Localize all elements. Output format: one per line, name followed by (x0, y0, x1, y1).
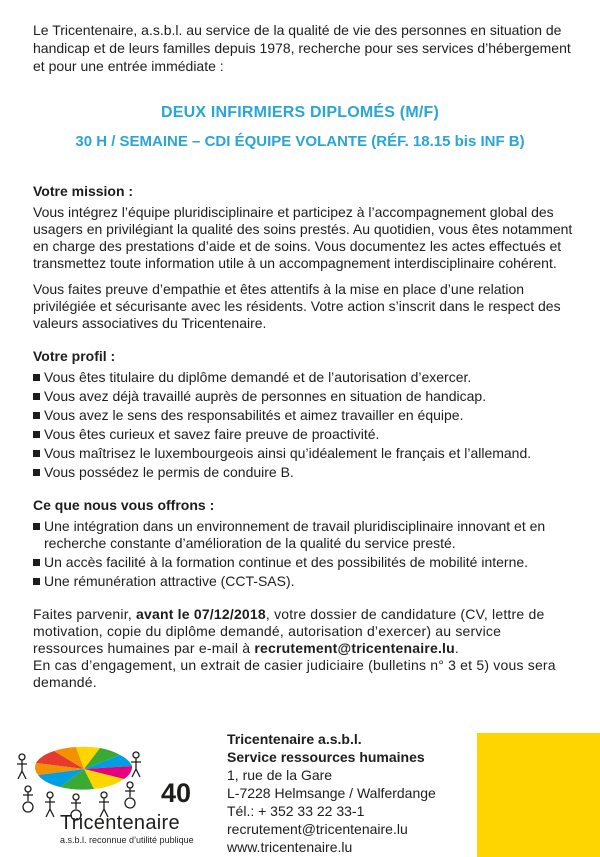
job-reference: (RÉF. 18.15 bis INF B) (371, 133, 525, 150)
square-bullet-icon (33, 578, 40, 585)
deadline: avant le 07/12/2018 (136, 606, 266, 622)
intro-text: Le Tricentenaire, a.s.b.l. au service de la qualité de vie des personnes en situation de handicap et de leurs familles depuis 1978, recherche pour ses services d’hébergement et pour une entrée immédiate : (33, 22, 571, 74)
contact-org: Tricentenaire a.s.b.l. (227, 731, 362, 747)
contact-block (227, 730, 477, 856)
logo-name: Tricentenaire (60, 812, 180, 834)
square-bullet-icon (33, 412, 40, 419)
offer-heading: Ce que nous vous offrons : (33, 497, 215, 513)
contact-department: Service ressources humaines (227, 749, 425, 765)
application-paragraph: Faites parvenir, avant le 07/12/2018, votre dossier de candidature (CV, lettre de motivation, copie du diplôme demandé, autorisation d’exercer) au service ressources humaines par e-mail à recrutement@tricentenaire.lu. (33, 606, 545, 656)
profile-list (33, 369, 573, 481)
offer-list (33, 518, 573, 590)
mission-section (33, 183, 573, 332)
square-bullet-icon (33, 393, 40, 400)
list-item: Une intégration dans un environnement de travail pluridisciplinaire innovant et en recherche constante d’amélioration de la qualité du service presté. (33, 518, 573, 552)
anniversary-badge: 40 (161, 778, 192, 808)
mission-paragraph-2: Vous faites preuve d’empathie et êtes attentifs à la mise en place d’une relation privilégiée et sécurisante avec les résidents. Votre action s’inscrit dans le respect des valeurs associatives du Tricentenaire. (33, 281, 561, 331)
list-item: Vous êtes curieux et savez faire preuve de proactivité. (33, 426, 573, 443)
list-item: Une rémunération attractive (CCT-SAS). (33, 573, 573, 590)
content-body (33, 183, 573, 691)
mission-paragraph-1: Vous intégrez l’équipe pluridisciplinaire et participez à l’accompagnement global des usagers en privilégiant la qualité des soins prestés. Au quotidien, vous êtes notamment en charge des prestations d’aide et de soins. Vous documentez les actes effectués et transmettez toute information utile à un accompagnement interdisciplinaire cohérent. (33, 204, 573, 271)
logo-tagline: a.s.b.l. reconnue d’utilité publique (60, 835, 194, 845)
list-item: Vous maîtrisez le luxembourgeois ainsi qu’idéalement le français et l’allemand. (33, 445, 573, 462)
job-subtitle (0, 133, 600, 150)
list-item: Vous êtes titulaire du diplôme demandé et de l’autorisation d’exercer. (33, 369, 573, 386)
mission-heading: Votre mission : (33, 183, 134, 199)
contact-phone: Tél.: + 352 33 22 33-1 (227, 803, 365, 819)
list-item: Vous possédez le permis de conduire B. (33, 464, 573, 481)
background-check-note: En cas d’engagement, un extrait de casier judiciaire (bulletins n° 3 et 5) vous sera demandé. (33, 657, 556, 690)
application-instructions (33, 606, 573, 691)
contact-city: L-7228 Helmsange / Walferdange (227, 785, 436, 801)
contact-email-link[interactable]: recrutement@tricentenaire.lu (227, 821, 408, 837)
list-item: Un accès facilité à la formation continue et des possibilités de mobilité interne. (33, 554, 573, 571)
contact-website-link[interactable]: www.tricentenaire.lu (227, 839, 353, 855)
contact-street: 1, rue de la Gare (227, 767, 333, 783)
square-bullet-icon (33, 431, 40, 438)
square-bullet-icon (33, 450, 40, 457)
application-email[interactable]: recrutement@tricentenaire.lu (254, 640, 455, 656)
profile-heading: Votre profil : (33, 348, 116, 364)
list-item: Vous avez déjà travaillé auprès de personnes en situation de handicap. (33, 388, 573, 405)
list-item: Vous avez le sens des responsabilités et aimez travailler en équipe. (33, 407, 573, 424)
square-bullet-icon (33, 559, 40, 566)
square-bullet-icon (33, 523, 40, 530)
job-contract: 30 H / SEMAINE – CDI ÉQUIPE VOLANTE (75, 133, 368, 150)
profile-section (33, 348, 573, 481)
square-bullet-icon (33, 374, 40, 381)
offer-section (33, 497, 573, 590)
square-bullet-icon (33, 469, 40, 476)
yellow-decorative-block (477, 733, 600, 857)
job-title: DEUX INFIRMIERS DIPLOMÉS (M/F) (161, 104, 439, 121)
